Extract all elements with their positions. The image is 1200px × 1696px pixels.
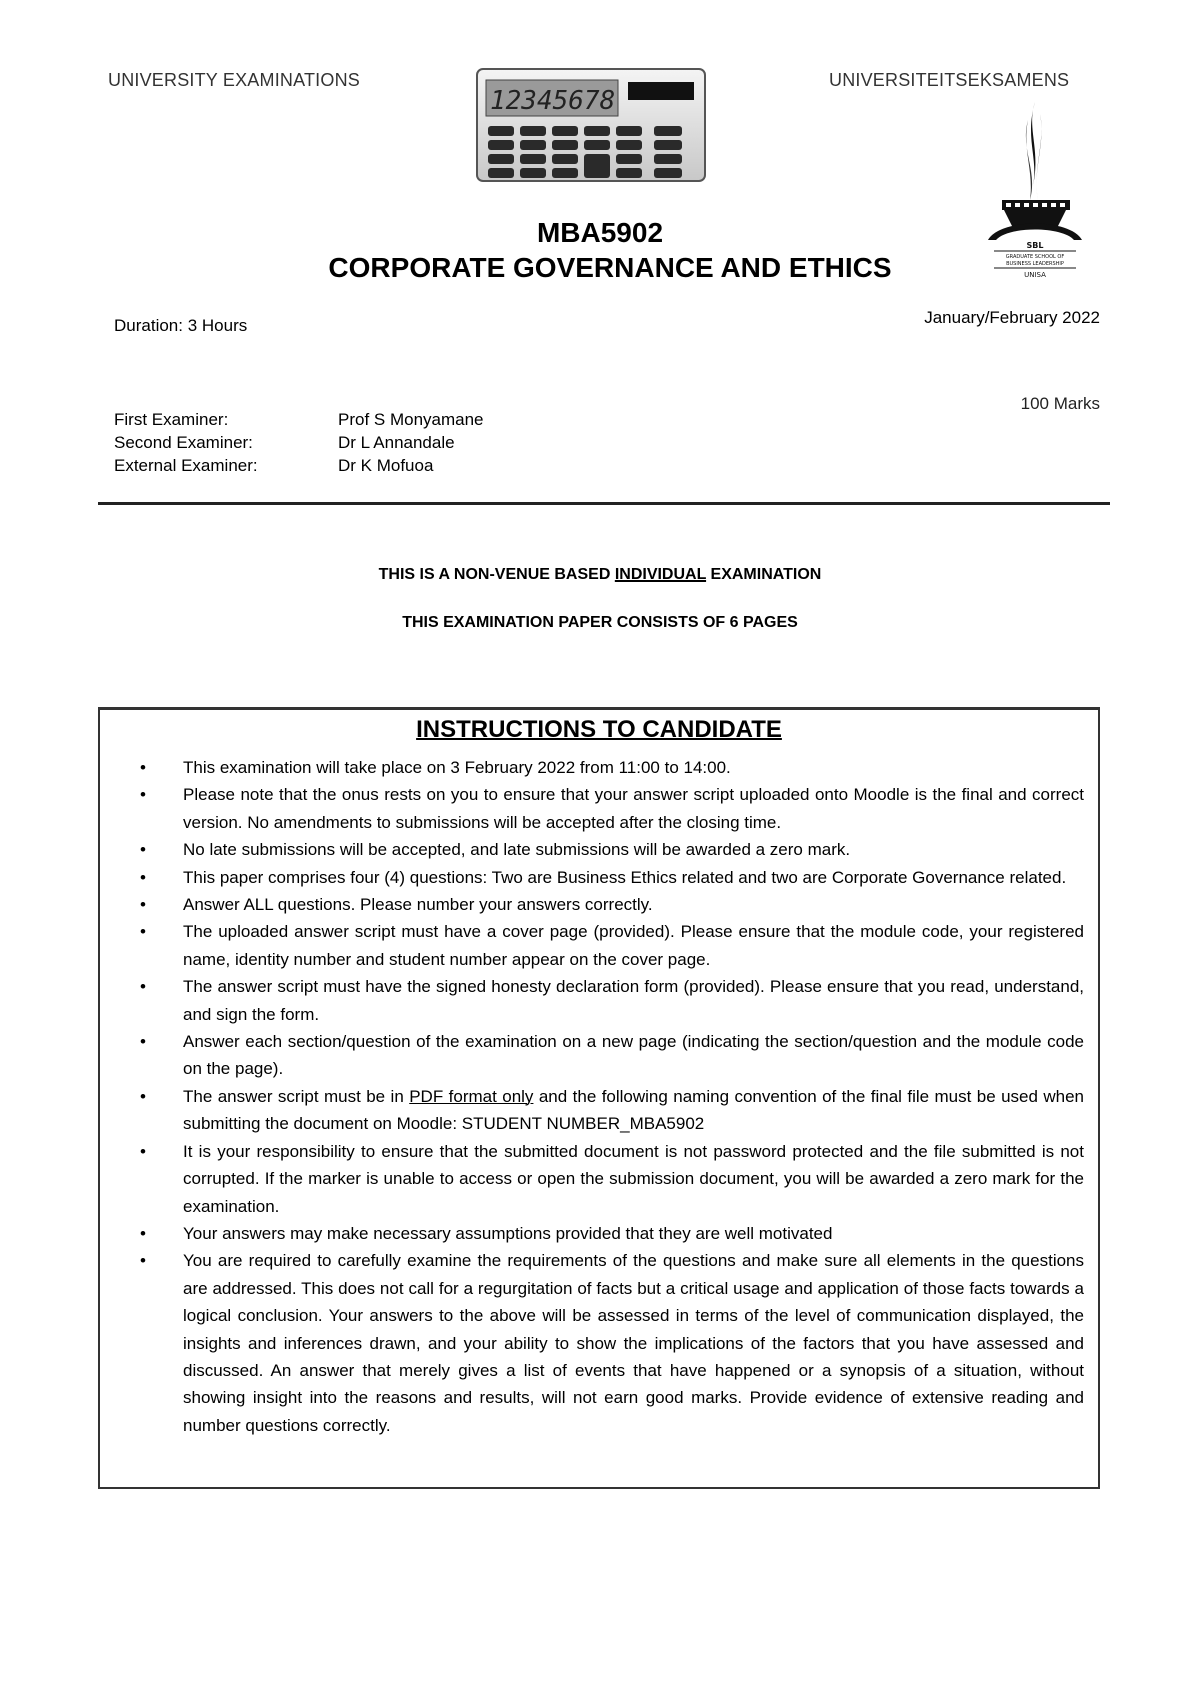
examiner-row bbox=[114, 408, 484, 431]
pdf-format-emphasis: PDF format only bbox=[409, 1086, 534, 1106]
svg-text:GRADUATE SCHOOL OF: GRADUATE SCHOOL OF bbox=[1005, 254, 1065, 260]
examiner-name: Dr K Mofuoa bbox=[338, 456, 434, 475]
instructions-list bbox=[100, 754, 1098, 1439]
examiners-list bbox=[114, 408, 484, 477]
svg-text:SBL: SBL bbox=[1026, 241, 1044, 250]
examiner-name: Prof S Monyamane bbox=[338, 410, 484, 429]
calculator-display: 12345678 bbox=[490, 86, 616, 116]
instruction-item: • It is your responsibility to ensure that the submitted document is not password protected and the file submitted is not corrupted. If the marker is unable to access or open the submission document, you will be awarded a zero mark for the examination. bbox=[100, 1138, 1084, 1220]
svg-text:BUSINESS LEADERSHIP: BUSINESS LEADERSHIP bbox=[1006, 261, 1064, 267]
module-code: MBA5902 bbox=[536, 217, 664, 248]
instruction-item: • Answer each section/question of the examination on a new page (indicating the section/question and the module code on the page). bbox=[100, 1028, 1084, 1083]
instruction-item: • This paper comprises four (4) questions: Two are Business Ethics related and two are Corporate Governance related. bbox=[100, 864, 1084, 891]
instruction-item: • The uploaded answer script must have a cover page (provided). Please ensure that the module code, your registered name, identity number and student number appear on the cover page. bbox=[100, 918, 1084, 973]
duration-text: Duration: 3 Hours bbox=[114, 316, 248, 335]
instruction-item: • This examination will take place on 3 February 2022 from 11:00 to 14:00. bbox=[100, 754, 1084, 781]
examiner-label: Second Examiner: bbox=[114, 433, 253, 452]
instruction-item: • The answer script must be in PDF format only and the following naming convention of the final file must be used when submitting the document on Moodle: STUDENT NUMBER_MBA5902 bbox=[100, 1083, 1084, 1138]
instruction-item: • Please note that the onus rests on you to ensure that your answer script uploaded onto Moodle is the final and correct version. No amendments to submissions will be accepted after the closing time. bbox=[100, 781, 1084, 836]
horizontal-divider bbox=[98, 502, 1110, 505]
exam-type-notice: THIS IS A NON-VENUE BASED INDIVIDUAL EXAMINATION bbox=[378, 566, 822, 583]
calculator-icon bbox=[476, 68, 706, 182]
examiner-label: First Examiner: bbox=[114, 410, 229, 429]
instruction-item: • Answer ALL questions. Please number your answers correctly. bbox=[100, 891, 1084, 918]
universiteitseksamens-label: UNIVERSITEITSEKSAMENS bbox=[829, 70, 1070, 90]
module-title: CORPORATE GOVERNANCE AND ETHICS bbox=[328, 252, 892, 283]
instructions-title: INSTRUCTIONS TO CANDIDATE bbox=[416, 716, 782, 743]
examiner-row bbox=[114, 454, 484, 477]
instruction-item: • You are required to carefully examine the requirements of the questions and make sure all elements in the questions are addressed. This does not call for a regurgitation of facts but a critical usage and application of those facts towards a logical conclusion. Your answers to the above will be assessed in terms of the level of communication displayed, the insights and inferences drawn, and your ability to show the implications of the factors that you have assessed and discussed. An answer that merely gives a list of events that have happened or a synopsis of a situation, without showing insight into the reasons and results, will not earn good marks. Provide evidence of extensive reading and number questions correctly. bbox=[100, 1247, 1084, 1439]
instruction-item: • The answer script must have the signed honesty declaration form (provided). Please ensure that you read, understand, and sign the form. bbox=[100, 973, 1084, 1028]
instruction-item: • No late submissions will be accepted, and late submissions will be awarded a zero mark. bbox=[100, 836, 1084, 863]
page-count-notice: THIS EXAMINATION PAPER CONSISTS OF 6 PAGES bbox=[402, 614, 798, 631]
exam-period: January/February 2022 bbox=[924, 308, 1100, 327]
individual-emphasis: INDIVIDUAL bbox=[614, 566, 707, 583]
examiner-label: External Examiner: bbox=[114, 456, 258, 475]
examiner-row bbox=[114, 431, 484, 454]
examiner-name: Dr L Annandale bbox=[338, 433, 455, 452]
svg-text:UNISA: UNISA bbox=[1024, 271, 1046, 279]
instructions-box bbox=[98, 707, 1100, 1489]
university-examinations-label: UNIVERSITY EXAMINATIONS bbox=[108, 70, 360, 90]
instruction-item: • Your answers may make necessary assumptions provided that they are well motivated bbox=[100, 1220, 1084, 1247]
total-marks: 100 Marks bbox=[1020, 394, 1100, 413]
